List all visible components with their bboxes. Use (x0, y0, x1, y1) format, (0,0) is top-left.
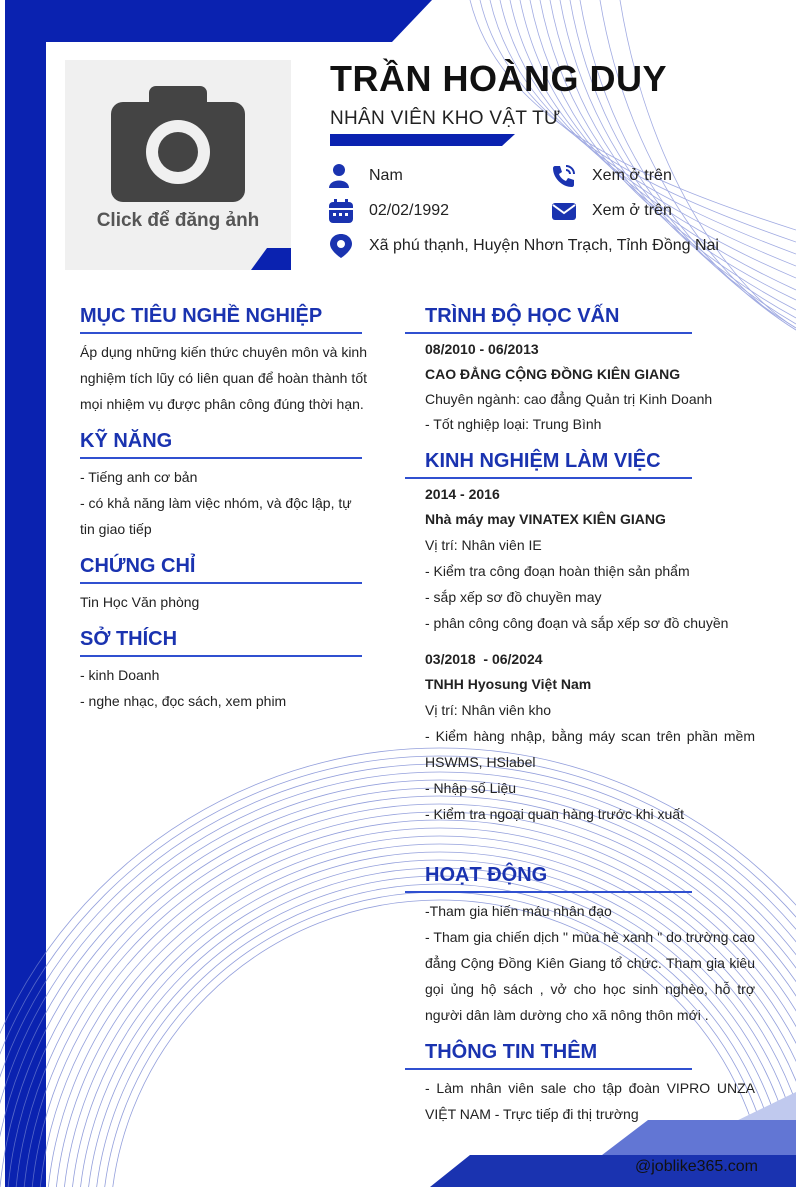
birthday-value: 02/02/1992 (369, 202, 450, 219)
education-period: 08/2010 - 06/2013 (425, 341, 539, 357)
list-item: - Tham gia chiến dịch " mùa hè xanh " do trường cao đẳng Cộng Đồng Kiên Giang tổ chức. Tham gia kiêu gọi ủng hộ sách , vở cho học sinh nghèo, hỗ trợ người dân làm dường cho xã nông thôn mới . (425, 929, 755, 1023)
activities-list (425, 898, 755, 1028)
skills-list (80, 464, 370, 542)
education-major: Chuyên ngành: cao đẳng Quản trị Kinh Doanh (425, 391, 713, 407)
calendar-icon (329, 199, 353, 223)
job-company: Nhà máy may VINATEX KIÊN GIANG (425, 511, 666, 527)
job-title: NHÂN VIÊN KHO VẬT TƯ (330, 108, 561, 129)
phone-icon (552, 164, 576, 188)
list-item: - Kiểm hàng nhập, bằng máy scan trên phần mềm HSWMS, HSlabel (425, 728, 755, 770)
list-item: - Tiếng anh cơ bản (80, 469, 198, 485)
contact-phone (552, 164, 672, 188)
contact-birthday (329, 199, 449, 223)
job-position: Vị trí: Nhân viên IE (425, 537, 542, 553)
activities-heading: HOẠT ĐỘNG (405, 864, 692, 893)
contact-gender (329, 164, 403, 188)
education-school: CAO ĐẲNG CỘNG ĐỒNG KIÊN GIANG (425, 366, 681, 382)
phone-value: Xem ở trên (592, 167, 672, 184)
job-position: Vị trí: Nhân viên kho (425, 702, 552, 718)
list-item: - Kiểm tra công đoạn hoàn thiện sản phẩm (425, 563, 690, 579)
objective-heading: MỤC TIÊU NGHỀ NGHIỆP (80, 305, 362, 334)
certificates-heading: CHỨNG CHỈ (80, 555, 362, 584)
list-item: -Tham gia hiến máu nhân đạo (425, 903, 612, 919)
address-value: Xã phú thạnh, Huyện Nhơn Trạch, Tỉnh Đồng Nai (369, 237, 719, 254)
education-block (425, 337, 755, 437)
job-period: 03/2018 - 06/2024 (425, 651, 543, 667)
list-item: - Nhập số Liệu (425, 780, 517, 796)
job-block-2 (425, 647, 755, 827)
list-item: - có khả năng làm việc nhóm, và độc lập, tự tin giao tiếp (80, 495, 352, 537)
contact-email (552, 199, 672, 223)
experience-heading: KINH NGHIỆM LÀM VIỆC (405, 450, 692, 479)
extra-info-text: - Làm nhân viên sale cho tập đoàn VIPRO UNZA VIỆT NAM - Trực tiếp đi thị trường (425, 1080, 755, 1122)
full-name: TRẦN HOÀNG DUY (330, 58, 667, 99)
list-item: - nghe nhạc, đọc sách, xem phim (80, 693, 287, 709)
watermark: @joblike365.com (635, 1158, 758, 1175)
job-company: TNHH Hyosung Việt Nam (425, 676, 592, 692)
location-pin-icon (329, 234, 353, 258)
extra-info-heading: THÔNG TIN THÊM (405, 1041, 692, 1070)
list-item: - sắp xếp sơ đồ chuyền may (425, 589, 602, 605)
job-block-1 (425, 482, 755, 636)
avatar-caption: Click để đăng ảnh (96, 210, 260, 231)
education-grade: - Tốt nghiệp loại: Trung Bình (425, 416, 602, 432)
job-period: 2014 - 2016 (425, 486, 500, 502)
contact-address (329, 234, 719, 258)
hobbies-list (80, 662, 370, 714)
education-heading: TRÌNH ĐỘ HỌC VẤN (405, 305, 692, 334)
corner-decoration (251, 248, 291, 270)
title-underline (330, 134, 515, 146)
objective-text: Áp dụng những kiến thức chuyên môn và kinh nghiệm tích lũy có liên quan để hoàn thành tốt mọi nhiệm vụ được phân công đúng thời hạn. (80, 344, 367, 412)
envelope-icon (552, 199, 576, 223)
skills-heading: KỸ NĂNG (80, 430, 362, 459)
person-icon (329, 164, 353, 188)
email-value: Xem ở trên (592, 202, 672, 219)
list-item: - kinh Doanh (80, 667, 160, 683)
avatar-upload[interactable] (65, 60, 291, 270)
list-item: - Kiểm tra ngoại quan hàng trước khi xuất (425, 806, 685, 822)
certificates-list (80, 589, 370, 615)
list-item: Tin Học Văn phòng (80, 594, 200, 610)
list-item: - phân công công đoạn và sắp xếp sơ đồ chuyền (425, 615, 729, 631)
camera-icon (111, 86, 245, 202)
hobbies-heading: SỞ THÍCH (80, 628, 362, 657)
gender-value: Nam (369, 167, 403, 184)
